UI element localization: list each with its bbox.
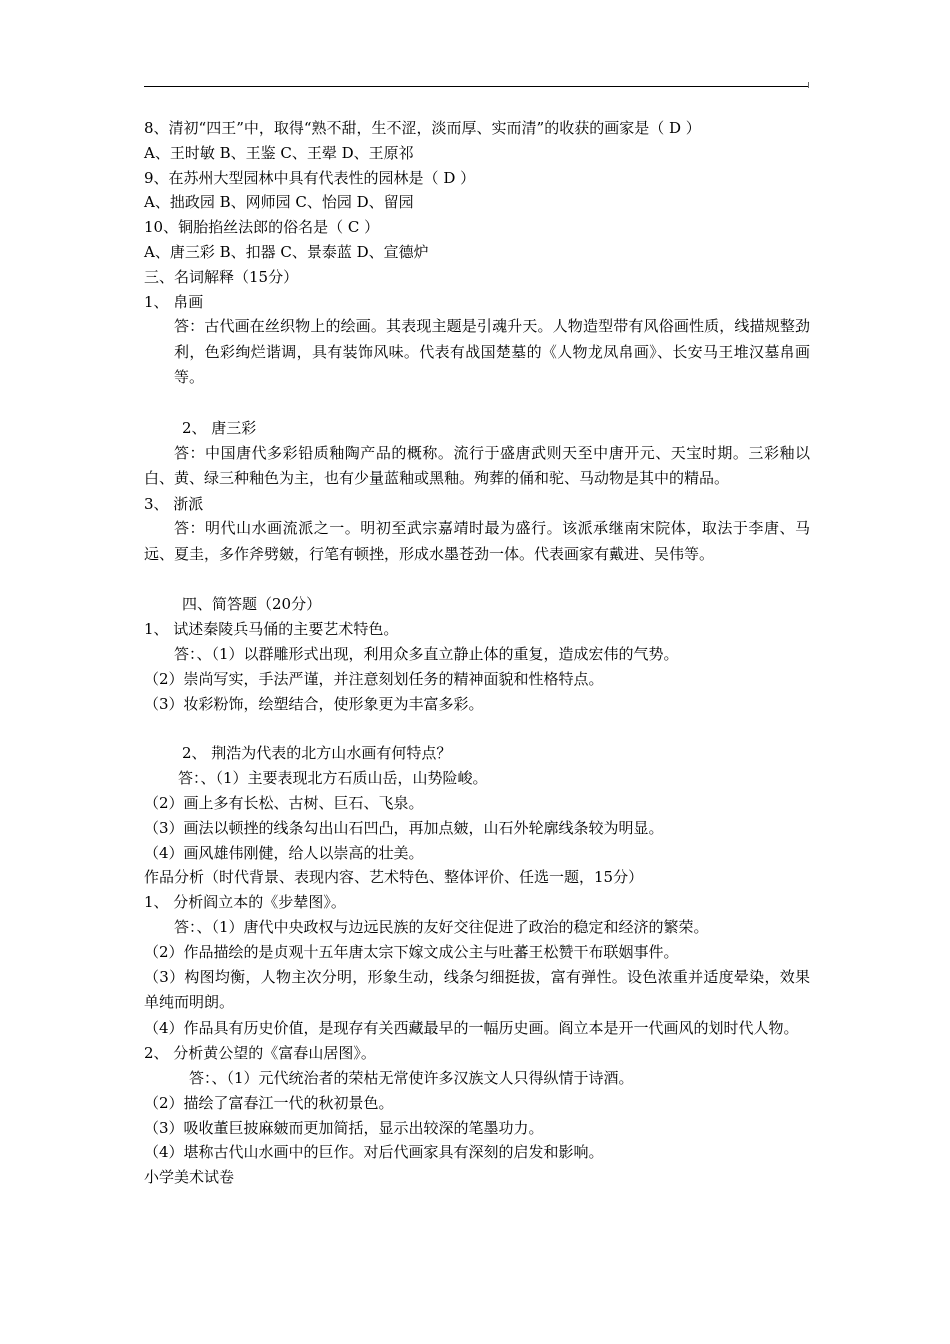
short-answer-2-point-1: 答：、（1）主要表现北方石质山岳，山势险峻。 [178,769,488,788]
work-analysis-1-point-1: 答：、（1）唐代中央政权与边远民族的友好交往促进了政治的稳定和经济的繁荣。 [174,918,709,937]
section-4-heading: 四、简答题（20分） [182,595,322,614]
header-rule-tick [808,82,809,88]
short-answer-2-point-2: （2）画上多有长松、古树、巨石、飞泉。 [144,794,424,813]
question-10: 10、铜胎掐丝法郎的俗名是（ C ） [144,218,380,237]
spacer [144,391,810,416]
term-2-answer: 答：中国唐代多彩铅质釉陶产品的概称。流行于盛唐武则天至中唐开元、天宝时期。三彩釉以白、黄、绿三种釉色为主，也有少量蓝釉或黑釉。殉葬的俑和驼、马动物是其中的精品。 [144,443,810,488]
work-analysis-1-point-4: （4）作品具有历史价值，是现存有关西藏最早的一幅历史画。阎立本是开一代画风的划时代人物。 [144,1018,799,1037]
document-body [144,116,810,1190]
section-3-heading: 三、名词解释（15分） [144,267,299,286]
short-answer-1-point-2: （2）崇尚写实，手法严谨，并注意刻划任务的精神面貌和性格特点。 [144,669,604,688]
question-9-options: A、拙政园 B、网师园 C、怡园 D、留园 [144,193,414,212]
work-analysis-2-point-4: （4）堪称古代山水画中的巨作。对后代画家具有深刻的启发和影响。 [144,1143,604,1162]
footer-title: 小学美术试卷 [144,1168,235,1187]
term-1-answer: 答：古代画在丝织物上的绘画。其表现主题是引魂升天。人物造型带有风俗画性质，线描规整劲利，色彩绚烂谐调，具有装饰风味。代表有战国楚墓的《人物龙凤帛画》、长安马王堆汉墓帛画等。 [174,317,810,387]
question-10-options: A、唐三彩 B、扣器 C、景泰蓝 D、宣德炉 [144,242,429,261]
short-answer-1-point-1: 答：、（1）以群雕形式出现，利用众多直立静止体的重复，造成宏伟的气势。 [174,645,679,664]
work-analysis-1-point-3: （3）构图均衡，人物主次分明，形象生动，线条匀细挺拔，富有弹性。设色浓重并适度晕染，效果单纯而明朗。 [144,967,810,1012]
short-answer-1: 1、 试述秦陵兵马俑的主要艺术特色。 [144,620,399,639]
short-answer-2-point-3: （3）画法以顿挫的线条勾出山石凹凸，再加点皴，山石外轮廓线条较为明显。 [144,818,664,837]
term-1: 1、 帛画 [144,292,204,311]
section-5-heading: 作品分析（时代背景、表现内容、艺术特色、整体评价、任选一题，15分） [144,868,644,887]
work-analysis-2-point-3: （3）吸收董巨披麻皴而更加简括，显示出较深的笔墨功力。 [144,1118,544,1137]
term-3: 3、 浙派 [144,494,204,513]
question-8: 8、清初“四王”中，取得“熟不甜，生不涩，淡而厚、实而清”的收获的画家是（ D ） [144,119,701,137]
question-8-options: A、王时敏 B、王鉴 C、王翚 D、王原祁 [144,143,414,162]
header-rule [144,86,808,87]
work-analysis-2-point-1: 答：、（1）元代统治者的荣枯无常使许多汉族文人只得纵情于诗酒。 [189,1068,634,1087]
work-analysis-1-point-2: （2）作品描绘的是贞观十五年唐太宗下嫁文成公主与吐蕃王松赞干布联姻事件。 [144,942,679,961]
work-analysis-2-point-2: （2）描绘了富春江一代的秋初景色。 [144,1093,394,1112]
work-analysis-2: 2、 分析黄公望的《富春山居图》。 [144,1044,376,1063]
term-2: 2、 唐三彩 [182,418,257,437]
spacer [144,567,810,592]
spacer [144,716,810,741]
short-answer-2-point-4: （4）画风雄伟刚健，给人以崇高的壮美。 [144,843,424,862]
question-9: 9、在苏州大型园林中具有代表性的园林是（ D ） [144,168,476,187]
term-3-answer: 答：明代山水画流派之一。明初至武宗嘉靖时最为盛行。该派承继南宋院体，取法于李唐、马远、夏圭，多作斧劈皴，行笔有顿挫，形成水墨苍劲一体。代表画家有戴进、吴伟等。 [144,519,810,563]
short-answer-2: 2、 荆浩为代表的北方山水画有何特点？ [182,744,452,763]
work-analysis-1: 1、 分析阎立本的《步辇图》。 [144,893,346,912]
short-answer-1-point-3: （3）妆彩粉饰，绘塑结合，使形象更为丰富多彩。 [144,694,484,713]
